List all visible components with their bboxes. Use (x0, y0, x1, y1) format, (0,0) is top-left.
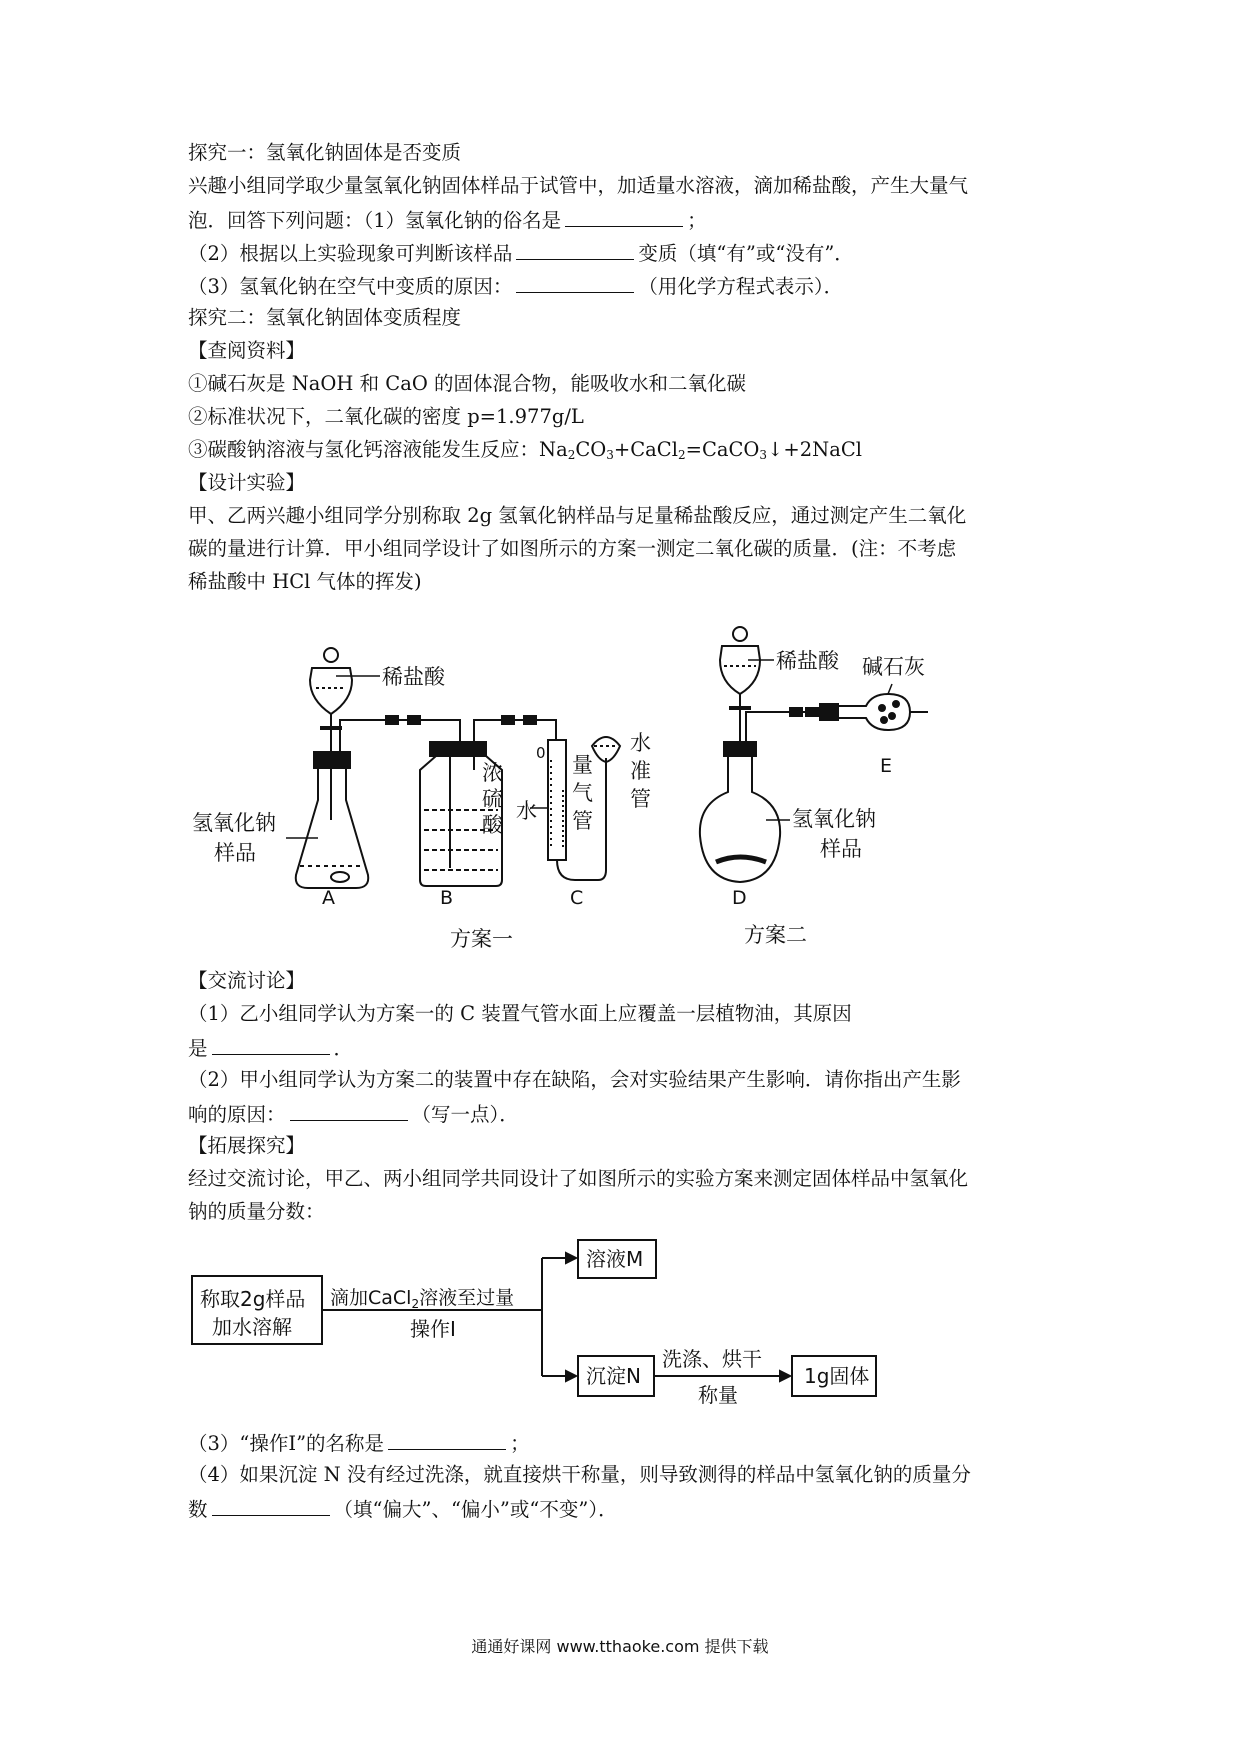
q2-line2-prefix: 响的原因： (188, 1103, 286, 1126)
q2-suffix: 变质（填“有”或“没有”． (638, 242, 854, 265)
letter-a: A (322, 887, 335, 909)
section1-intro-line1: 兴趣小组同学取少量氢氧化钠固体样品于试管中，加适量水溶液，滴加稀盐酸，产生大量气 (188, 174, 969, 197)
design-line2: 碳的量进行计算．甲小组同学设计了如图所示的方案一测定二氧化碳的质量．(注：不考虑 (188, 537, 957, 560)
arrow1-label-b: 溶液至过量 (419, 1287, 515, 1309)
arrow1-label-a: 滴加CaCl (330, 1287, 412, 1309)
label-sample-1b: 样品 (214, 841, 256, 865)
footer-text: 通通好课网 www.tthaoke.com 提供下载 (471, 1637, 769, 1656)
label-dilute-acid-2: 稀盐酸 (776, 649, 839, 673)
flow-start-line2: 加水溶解 (212, 1315, 292, 1339)
q3-text-suffix: ； (510, 1432, 530, 1455)
section1-title: 探究一：氢氧化钠固体是否变质 (188, 141, 462, 164)
label-plan2: 方案二 (744, 923, 807, 947)
intro-line2-prefix: 泡．回答下列问题：（1）氢氧化钠的俗名是 (188, 209, 562, 232)
design-heading: 【设计实验】 (188, 471, 306, 494)
intro-line2-suffix: ； (687, 209, 707, 232)
flow-arrow1-label (330, 1287, 514, 1311)
design-line1: 甲、乙两兴趣小组同学分别称取 2g 氢氧化钠样品与足量稀盐酸反应，通过测定产生二氧化 (188, 504, 967, 527)
q1-line2-suffix: ． (333, 1037, 354, 1060)
q3-text-prefix: （3）“操作Ⅰ”的名称是 (188, 1432, 385, 1455)
label-soda-lime: 碱石灰 (862, 655, 925, 679)
label-level-tube-2: 准 (630, 759, 651, 783)
reference-heading: 【查阅资料】 (188, 339, 306, 362)
letter-d: D (732, 887, 747, 909)
discussion-q1-line1: （1）乙小组同学认为方案一的 C 装置气管水面上应覆盖一层植物油，其原因 (188, 1002, 852, 1025)
arrowhead-bottom (566, 1371, 576, 1381)
label-water: 水 (516, 799, 537, 823)
flow-precipitate-n: 沉淀N (586, 1364, 641, 1388)
question-4-line2 (188, 1495, 618, 1523)
q3-suffix: （用化学方程式表示）． (638, 275, 844, 298)
design-line3: 稀盐酸中 HCl 气体的挥发) (188, 570, 422, 593)
flow-start-line1: 称取2g样品 (200, 1287, 306, 1311)
eq-sub: 3 (606, 448, 614, 462)
letter-e: E (880, 755, 893, 777)
eq-part: =CaCO (685, 438, 760, 461)
flow-solution-m: 溶液M (586, 1247, 644, 1271)
answer-blank-operation[interactable] (388, 1429, 506, 1450)
arrow1-label-sub: 2 (411, 1297, 420, 1311)
flow-wash-dry: 洗涤、烘干 (662, 1347, 762, 1371)
eq-sub: 2 (677, 448, 686, 462)
eq-part: ↓+2NaCl (767, 438, 862, 461)
label-conc-acid-1: 浓 (482, 761, 503, 785)
q4-line2-prefix: 数 (188, 1498, 208, 1521)
extension-line2: 钠的质量分数： (188, 1200, 325, 1223)
letter-c: C (570, 887, 584, 909)
extension-heading: 【拓展探究】 (188, 1134, 306, 1157)
flow-weigh: 称量 (698, 1383, 738, 1407)
arrowhead-result (780, 1371, 790, 1381)
extension-line1: 经过交流讨论，甲乙、两小组同学共同设计了如图所示的实验方案来测定固体样品中氢氧化 (188, 1167, 969, 1190)
label-gas-tube-2: 气 (572, 781, 593, 805)
label-dilute-acid-1: 稀盐酸 (382, 665, 445, 689)
letter-b: B (440, 887, 454, 909)
q1-line2-prefix: 是 (188, 1037, 208, 1060)
answer-blank-mass-fraction[interactable] (212, 1495, 330, 1516)
eq-part: Na (539, 438, 568, 461)
q2-line2-suffix: （写一点）． (411, 1103, 519, 1126)
label-sample-1a: 氢氧化钠 (192, 811, 276, 835)
label-sample-2b: 样品 (820, 837, 862, 861)
discussion-heading: 【交流讨论】 (188, 969, 306, 992)
reference-item-2: ②标准状况下，二氧化碳的密度 p=1.977g/L (188, 405, 584, 428)
flow-result: 1g固体 (804, 1364, 870, 1388)
eq-part: +CaCl (613, 438, 678, 461)
eq-sub: 2 (567, 448, 576, 462)
ref3-text: ③碳酸钠溶液与氢化钙溶液能发生反应： (188, 438, 540, 461)
q3-prefix: （3）氢氧化钠在空气中变质的原因： (188, 275, 513, 298)
label-level-tube-1: 水 (630, 731, 651, 755)
flow-operation-1: 操作Ⅰ (410, 1317, 456, 1341)
label-conc-acid-3: 酸 (482, 813, 503, 837)
q4-line2-suffix: （填“偏大”、“偏小”或“不变”）． (333, 1498, 618, 1521)
eq-part: CO (575, 438, 607, 461)
label-conc-acid-2: 硫 (482, 787, 503, 811)
section2-title: 探究二：氢氧化钠固体变质程度 (188, 306, 462, 329)
question-3 (188, 1429, 530, 1457)
eq-sub: 3 (759, 448, 768, 462)
label-gas-tube-1: 量 (572, 753, 593, 777)
label-plan1: 方案一 (450, 927, 513, 951)
q2-prefix: （2）根据以上实验现象可判断该样品 (188, 242, 513, 265)
question-4-line1: （4）如果沉淀 N 没有经过洗涤，就直接烘干称量，则导致测得的样品中氢氧化钠的质量分 (188, 1463, 971, 1486)
discussion-q2-line1: （2）甲小组同学认为方案二的装置中存在缺陷，会对实验结果产生影响．请你指出产生影 (188, 1068, 961, 1091)
label-zero-mark: 0 (536, 744, 546, 762)
label-gas-tube-3: 管 (572, 809, 593, 833)
label-sample-2a: 氢氧化钠 (792, 807, 876, 831)
label-level-tube-3: 管 (630, 787, 651, 811)
arrowhead-top (566, 1253, 576, 1263)
reference-item-1: ①碱石灰是 NaOH 和 CaO 的固体混合物，能吸收水和二氧化碳 (188, 372, 747, 395)
